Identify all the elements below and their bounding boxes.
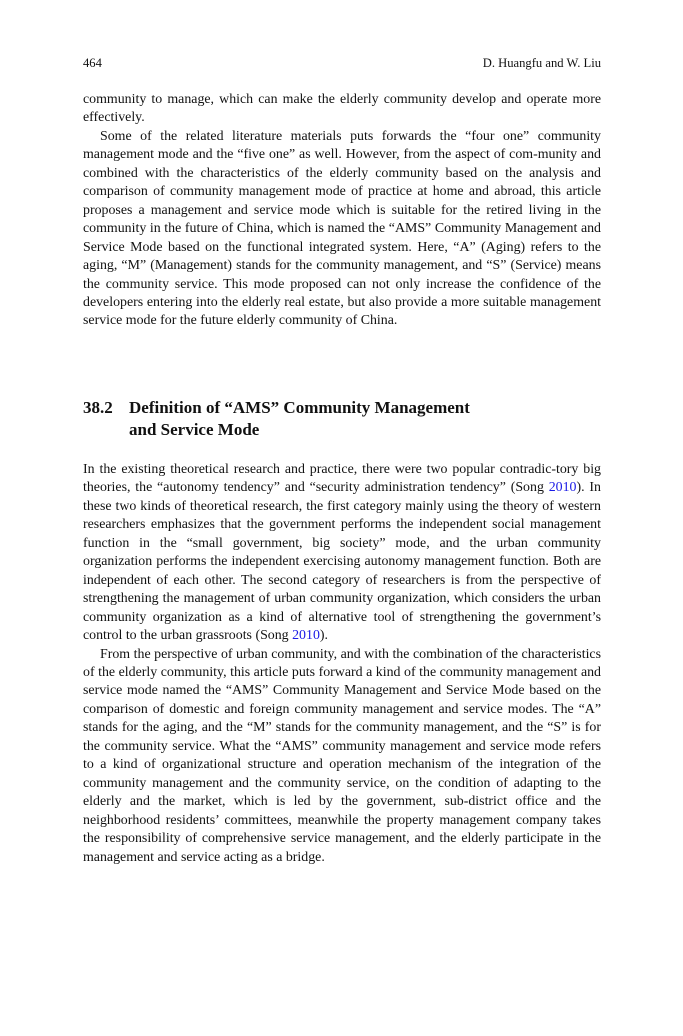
paragraph-theories [83, 461, 601, 646]
paragraph-ams-proposal: Some of the related literature materials puts forwards the “four one” community management mode and the “five one” as well. However, from the aspect of com-munity and combined with the characteristics of the elderly community based on the analysis and comparison of community management mode of practice at home and abroad, this article proposes a management and service mode which is suitable for the retired living in the community in the future of China, which is named the “AMS” Community Management and Service Mode based on the functional integrated system. Here, “A” (Aging) refers to the aging, “M” (Management) stands for the community management, and “S” (Service) means the community service. This mode proposed can not only increase the confidence of the developers entering into the elderly real estate, but also provide a more suitable management service mode for the future elderly community of China. [83, 128, 601, 329]
running-head-authors: D. Huangfu and W. Liu [482, 56, 601, 70]
paragraph-ams-definition: From the perspective of urban community, and with the combination of the characteristics of the elderly community, this article puts forward a kind of the community management and service mode named the “AMS” Community Management and Service Mode based on the comparison of domestic and foreign community management and service modes. The “A” stands for the aging, and the “M” stands for the community management, and the “S” is for the community service. What the “AMS” community management and service mode refers to a kind of organizational structure and operation mechanism of the integration of the community management and the community service, on the condition of adapting to the elderly and the market, which is led by the government, sub-district office and the neighborhood residents’ committees, meanwhile the property management company takes the responsibility of comprehensive service management, and the elderly participate in the management and service acting as a bridge. [83, 646, 601, 865]
citation-link-song-2010[interactable]: 2010 [548, 480, 577, 496]
section-body [83, 461, 601, 867]
section-title [129, 397, 601, 441]
section-heading [83, 397, 601, 441]
section-number: 38.2 [83, 398, 113, 417]
intro-continuation [83, 91, 601, 331]
running-head [83, 54, 601, 72]
text-span: ). [319, 628, 328, 644]
section-title-line1: Definition of “AMS” Community Management [129, 398, 470, 417]
text-span: ). In these two kinds of theoretical research, the first category mainly using the theory of western researchers emphasizes that the government performs the independent social management function in the “small government, big society” mode, and the urban community organization performs the independent exercising autonomy management function. Both are independent of each other. The second category of researchers is from the perspective of strengthening the management of urban community organization, which considers the urban community organization as a kind of alternative tool of strengthening the government’s control to the urban grassroots (Song [83, 480, 601, 644]
text-span: In the existing theoretical research and practice, there were two popular contradic-tory big theories, the “autonomy tendency” and “security administration tendency” (Song [83, 462, 601, 496]
section-title-line2: and Service Mode [129, 420, 260, 439]
citation-link-song-2010[interactable]: 2010 [292, 628, 320, 644]
paragraph-continuation: community to manage, which can make the elderly community develop and operate more effectively. [83, 92, 601, 126]
page-number: 464 [83, 56, 102, 70]
